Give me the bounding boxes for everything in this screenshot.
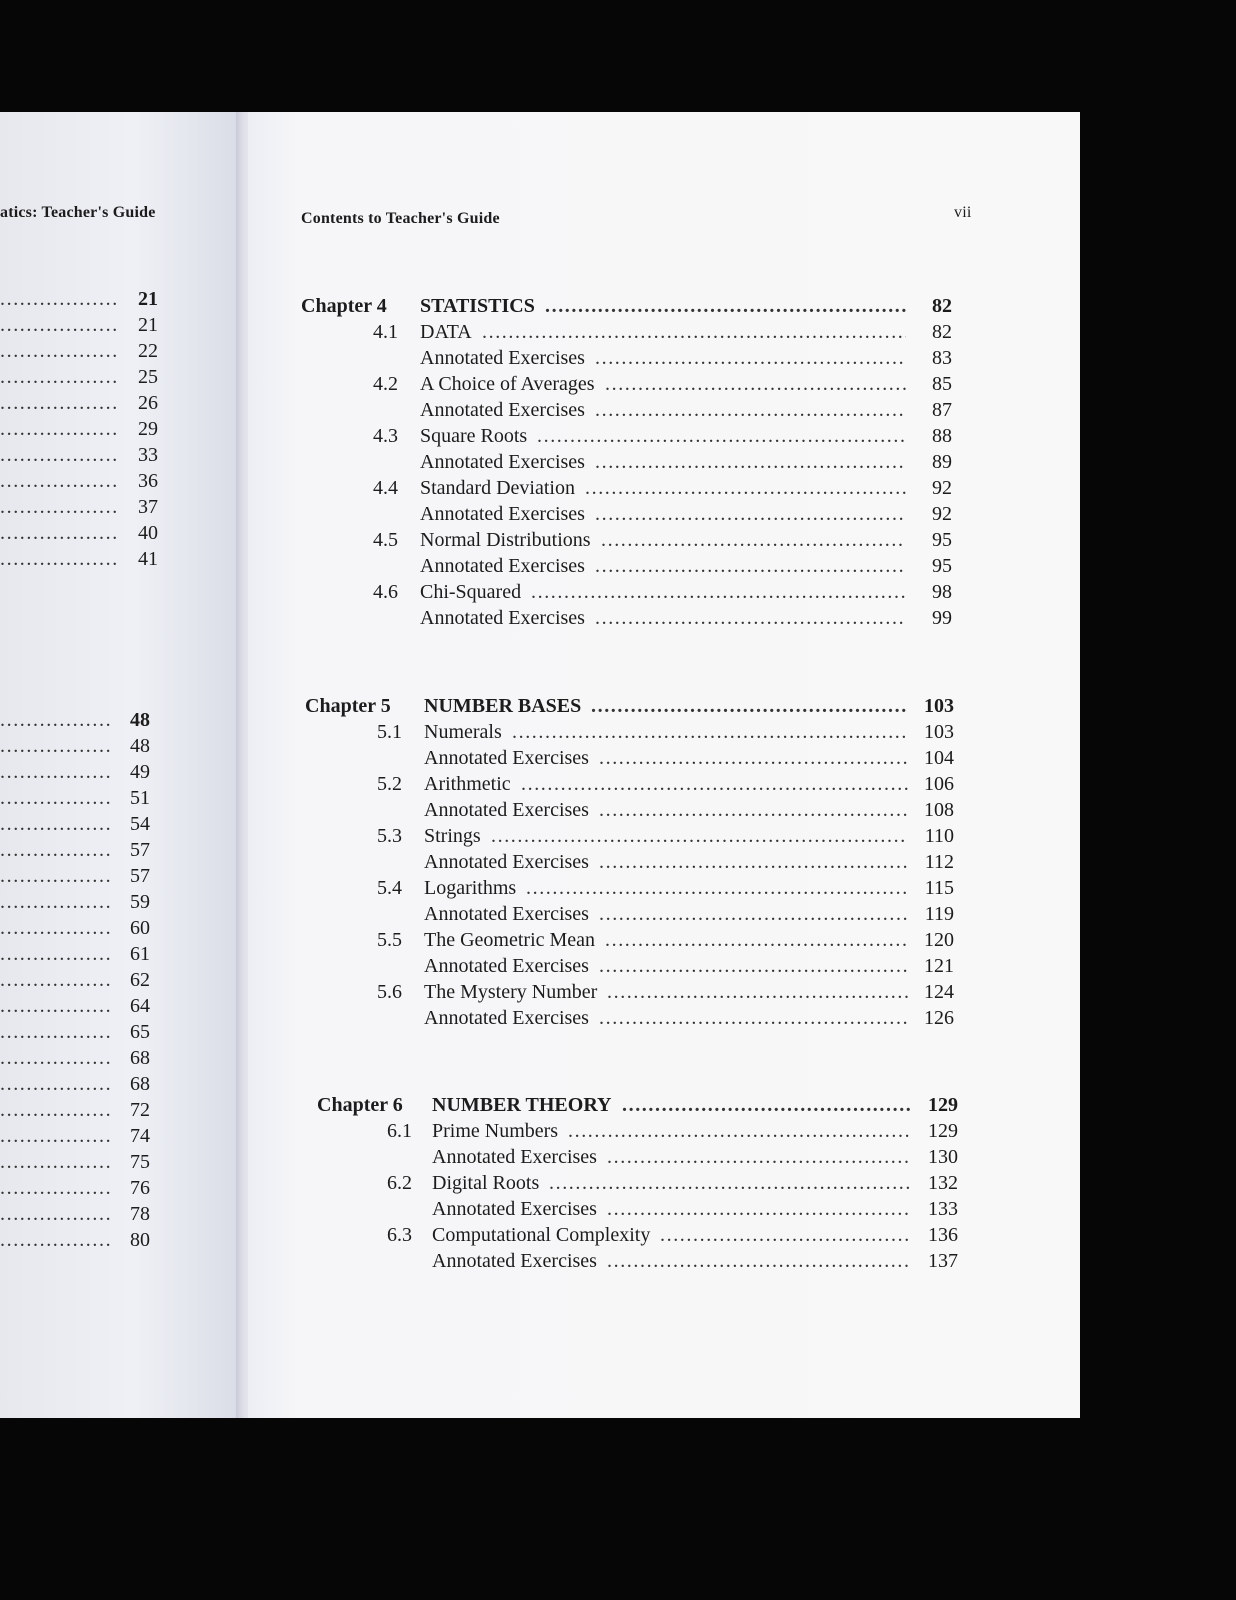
page-number-value: 61 (130, 943, 150, 965)
page-number-value: 60 (130, 917, 150, 939)
section-page: 89 (932, 451, 952, 473)
chapter-label: Chapter 5 (305, 695, 391, 717)
section-title: Chi-Squared (420, 581, 522, 603)
dot-leader (0, 1045, 110, 1071)
list-item (0, 863, 150, 889)
page-number-value: 21 (138, 314, 158, 336)
dot-leader (595, 605, 906, 631)
section-title: Digital Roots (432, 1172, 540, 1194)
page-number-value: 62 (130, 969, 150, 991)
page-number-value: 29 (138, 418, 158, 440)
dot-leader (0, 889, 110, 915)
toc-entry (424, 979, 954, 1005)
dot-leader (0, 733, 110, 759)
section-number: 4.4 (373, 477, 398, 499)
toc-entry (424, 797, 954, 823)
section-number: 4.2 (373, 373, 398, 395)
dot-leader (605, 927, 908, 953)
section-page: 103 (924, 721, 954, 743)
dot-leader (622, 1092, 912, 1118)
dot-leader (0, 941, 110, 967)
section-title: Numerals (424, 721, 502, 743)
section-page: 124 (924, 981, 954, 1003)
toc-entry (424, 719, 954, 745)
toc-entry (420, 527, 952, 553)
page-number-value: 40 (138, 522, 158, 544)
dot-leader (595, 501, 906, 527)
section-page: 119 (924, 903, 954, 925)
dot-leader (491, 823, 908, 849)
dot-leader (599, 797, 908, 823)
chapter-title-row (424, 693, 954, 719)
chapter-title: STATISTICS (420, 295, 535, 317)
dot-leader (0, 494, 118, 520)
section-title: Annotated Exercises (432, 1198, 597, 1220)
section-page: 115 (924, 877, 954, 899)
section-page: 95 (932, 555, 952, 577)
section-title: The Mystery Number (424, 981, 598, 1003)
page-number-value: 54 (130, 813, 150, 835)
page-number-value: 36 (138, 470, 158, 492)
toc-entry (420, 423, 952, 449)
section-title: Normal Distributions (420, 529, 591, 551)
dot-leader (545, 293, 906, 319)
section-title: Annotated Exercises (420, 555, 585, 577)
dot-leader (595, 553, 906, 579)
page-number-value: 48 (130, 735, 150, 757)
dot-leader (607, 1144, 912, 1170)
list-item (0, 993, 150, 1019)
left-page (0, 112, 242, 1418)
page-number-value: 57 (130, 839, 150, 861)
section-title: DATA (420, 321, 472, 343)
dot-leader (599, 953, 908, 979)
dot-leader (0, 1175, 110, 1201)
section-page: 83 (932, 347, 952, 369)
page-number-value: 74 (130, 1125, 150, 1147)
dot-leader (0, 364, 118, 390)
list-item (0, 811, 150, 837)
section-page: 104 (924, 747, 954, 769)
toc-entry (432, 1248, 958, 1274)
page-number-value: 68 (130, 1073, 150, 1095)
toc-entry (420, 501, 952, 527)
dot-leader (0, 837, 110, 863)
section-title: Annotated Exercises (432, 1146, 597, 1168)
section-title: A Choice of Averages (420, 373, 595, 395)
toc-entry (420, 475, 952, 501)
section-page: 136 (928, 1224, 958, 1246)
section-title: Annotated Exercises (420, 607, 585, 629)
dot-leader (605, 371, 906, 397)
dot-leader (537, 423, 906, 449)
toc-entry (424, 927, 954, 953)
section-title: Annotated Exercises (420, 347, 585, 369)
dot-leader (0, 1201, 110, 1227)
dot-leader (0, 338, 118, 364)
chapter-page: 103 (924, 695, 954, 717)
dot-leader (0, 390, 118, 416)
list-item (0, 312, 158, 338)
toc-entry (420, 449, 952, 475)
section-page: 121 (924, 955, 954, 977)
list-item (0, 759, 150, 785)
dot-leader (599, 745, 908, 771)
section-page: 126 (924, 1007, 954, 1029)
page-number-value: 76 (130, 1177, 150, 1199)
dot-leader (595, 449, 906, 475)
section-title: Standard Deviation (420, 477, 575, 499)
right-page (248, 112, 1080, 1418)
section-title: Prime Numbers (432, 1120, 559, 1142)
chapter-page: 129 (928, 1094, 958, 1116)
section-page: 95 (932, 529, 952, 551)
list-item (0, 889, 150, 915)
dot-leader (595, 345, 906, 371)
page-number-value: 51 (130, 787, 150, 809)
section-number: 6.3 (387, 1224, 412, 1246)
section-title: Annotated Exercises (432, 1250, 597, 1272)
list-item (0, 1019, 150, 1045)
page-number-value: 21 (138, 288, 158, 310)
section-page: 88 (932, 425, 952, 447)
toc-entry (420, 553, 952, 579)
dot-leader (568, 1118, 912, 1144)
toc-entry (424, 745, 954, 771)
chapter-title: NUMBER THEORY (432, 1094, 612, 1116)
list-item (0, 1071, 150, 1097)
page-number-value: 59 (130, 891, 150, 913)
section-page: 82 (932, 321, 952, 343)
list-item (0, 837, 150, 863)
page-number-value: 33 (138, 444, 158, 466)
dot-leader (0, 863, 110, 889)
dot-leader (591, 693, 908, 719)
section-page: 87 (932, 399, 952, 421)
section-number: 4.6 (373, 581, 398, 603)
chapter-page: 82 (932, 295, 952, 317)
list-item (0, 442, 158, 468)
section-page: 120 (924, 929, 954, 951)
list-item (0, 1045, 150, 1071)
list-item (0, 915, 150, 941)
toc-entry (420, 579, 952, 605)
toc-entry (432, 1222, 958, 1248)
list-item (0, 707, 150, 733)
dot-leader (660, 1222, 912, 1248)
section-page: 132 (928, 1172, 958, 1194)
dot-leader (0, 520, 118, 546)
dot-leader (0, 468, 118, 494)
section-title: Strings (424, 825, 481, 847)
list-item (0, 941, 150, 967)
section-title: Annotated Exercises (424, 851, 589, 873)
page-number-value: 72 (130, 1099, 150, 1121)
page-number-value: 68 (130, 1047, 150, 1069)
dot-leader (0, 1227, 110, 1253)
section-title: Annotated Exercises (424, 747, 589, 769)
toc-entry (424, 1005, 954, 1031)
section-number: 4.1 (373, 321, 398, 343)
section-number: 5.1 (377, 721, 402, 743)
section-page: 92 (932, 503, 952, 525)
toc-entry (420, 345, 952, 371)
dot-leader (0, 442, 118, 468)
section-title: Computational Complexity (432, 1224, 651, 1246)
section-number: 5.5 (377, 929, 402, 951)
section-number: 6.2 (387, 1172, 412, 1194)
list-item (0, 967, 150, 993)
section-page: 110 (924, 825, 954, 847)
dot-leader (599, 901, 908, 927)
page-number-value: 80 (130, 1229, 150, 1251)
list-item (0, 1097, 150, 1123)
dot-leader (0, 286, 118, 312)
toc-entry (420, 605, 952, 631)
toc-entry (432, 1118, 958, 1144)
list-item (0, 494, 158, 520)
section-page: 106 (924, 773, 954, 795)
dot-leader (607, 979, 908, 1005)
dot-leader (0, 312, 118, 338)
section-title: Annotated Exercises (424, 955, 589, 977)
section-page: 85 (932, 373, 952, 395)
section-title: Annotated Exercises (420, 503, 585, 525)
section-number: 4.3 (373, 425, 398, 447)
page-number-value: 49 (130, 761, 150, 783)
section-number: 5.3 (377, 825, 402, 847)
dot-leader (526, 875, 908, 901)
dot-leader (585, 475, 906, 501)
list-item (0, 733, 150, 759)
dot-leader (0, 785, 110, 811)
page-number: vii (954, 204, 972, 221)
section-title: Arithmetic (424, 773, 511, 795)
dot-leader (599, 849, 908, 875)
section-page: 108 (924, 799, 954, 821)
page-number-value: 37 (138, 496, 158, 518)
dot-leader (549, 1170, 912, 1196)
dot-leader (0, 759, 110, 785)
page-number-value: 22 (138, 340, 158, 362)
section-page: 112 (924, 851, 954, 873)
page-number-value: 64 (130, 995, 150, 1017)
dot-leader (0, 416, 118, 442)
list-item (0, 1175, 150, 1201)
dot-leader (0, 1097, 110, 1123)
section-number: 5.2 (377, 773, 402, 795)
dot-leader (0, 993, 110, 1019)
toc-entry (420, 319, 952, 345)
page-number-value: 57 (130, 865, 150, 887)
section-title: Logarithms (424, 877, 517, 899)
toc-entry (424, 771, 954, 797)
section-page: 133 (928, 1198, 958, 1220)
toc-entry (432, 1196, 958, 1222)
left-page-header: atics: Teacher's Guide (0, 204, 156, 221)
section-page: 129 (928, 1120, 958, 1142)
toc-entry (420, 397, 952, 423)
toc-entry (424, 875, 954, 901)
page-number-value: 75 (130, 1151, 150, 1173)
dot-leader (0, 1149, 110, 1175)
page-number-value: 65 (130, 1021, 150, 1043)
list-item (0, 390, 158, 416)
list-item (0, 1149, 150, 1175)
page-number-value: 48 (130, 709, 150, 731)
page-number-value: 78 (130, 1203, 150, 1225)
list-item (0, 286, 158, 312)
section-page: 92 (932, 477, 952, 499)
section-page: 98 (932, 581, 952, 603)
section-title: Annotated Exercises (424, 799, 589, 821)
chapter-label: Chapter 4 (301, 295, 387, 317)
dot-leader (0, 811, 110, 837)
dot-leader (521, 771, 908, 797)
list-item (0, 785, 150, 811)
section-title: The Geometric Mean (424, 929, 596, 951)
toc-entry (424, 953, 954, 979)
dot-leader (0, 1071, 110, 1097)
chapter-title-row (432, 1092, 958, 1118)
dot-leader (595, 397, 906, 423)
toc-entry (424, 901, 954, 927)
list-item (0, 416, 158, 442)
chapter-title-row (420, 293, 952, 319)
dot-leader (599, 1005, 908, 1031)
page-number-value: 41 (138, 548, 158, 570)
list-item (0, 364, 158, 390)
dot-leader (482, 319, 906, 345)
list-item (0, 546, 158, 572)
dot-leader (607, 1196, 912, 1222)
section-title: Annotated Exercises (424, 903, 589, 925)
list-item (0, 520, 158, 546)
toc-entry (432, 1144, 958, 1170)
section-page: 137 (928, 1250, 958, 1272)
chapter-label: Chapter 6 (317, 1094, 403, 1116)
toc-entry (432, 1170, 958, 1196)
chapter-title: NUMBER BASES (424, 695, 582, 717)
section-title: Annotated Exercises (424, 1007, 589, 1029)
section-title: Square Roots (420, 425, 528, 447)
dot-leader (0, 915, 110, 941)
section-title: Annotated Exercises (420, 399, 585, 421)
section-title: Annotated Exercises (420, 451, 585, 473)
section-number: 6.1 (387, 1120, 412, 1142)
right-page-header: Contents to Teacher's Guide (301, 210, 500, 227)
list-item (0, 1201, 150, 1227)
section-page: 130 (928, 1146, 958, 1168)
dot-leader (512, 719, 908, 745)
section-page: 99 (932, 607, 952, 629)
toc-entry (420, 371, 952, 397)
section-number: 4.5 (373, 529, 398, 551)
toc-entry (424, 823, 954, 849)
dot-leader (0, 967, 110, 993)
dot-leader (531, 579, 906, 605)
list-item (0, 1227, 150, 1253)
list-item (0, 1123, 150, 1149)
dot-leader (601, 527, 906, 553)
page-number-value: 26 (138, 392, 158, 414)
dot-leader (607, 1248, 912, 1274)
dot-leader (0, 546, 118, 572)
dot-leader (0, 1019, 110, 1045)
list-item (0, 468, 158, 494)
section-number: 5.6 (377, 981, 402, 1003)
dot-leader (0, 707, 110, 733)
section-number: 5.4 (377, 877, 402, 899)
list-item (0, 338, 158, 364)
page-number-value: 25 (138, 366, 158, 388)
dot-leader (0, 1123, 110, 1149)
toc-entry (424, 849, 954, 875)
